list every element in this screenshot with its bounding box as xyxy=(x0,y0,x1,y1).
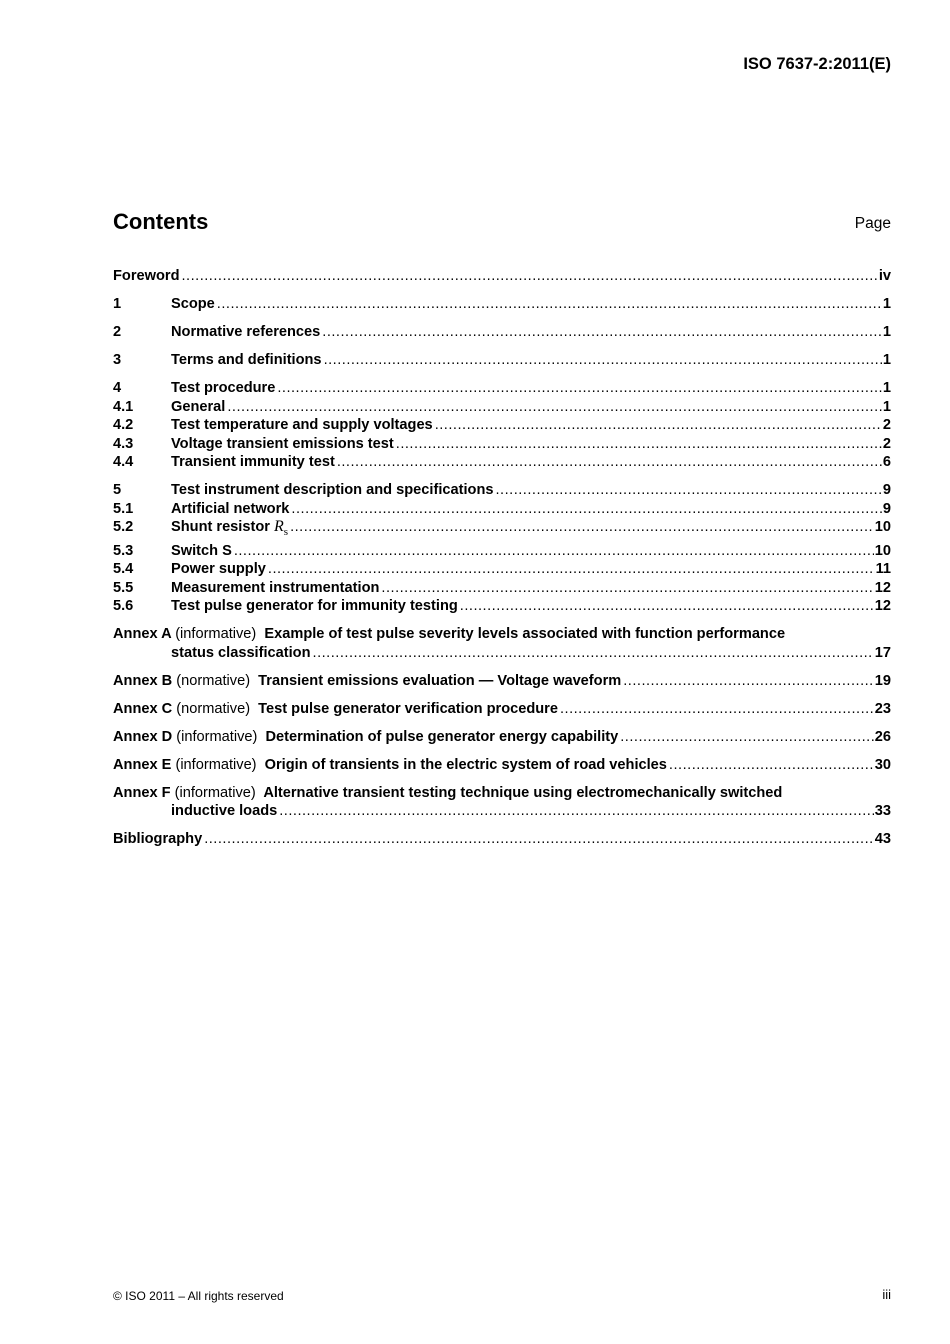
toc-entry-2[interactable] xyxy=(113,323,891,342)
toc-number: 5.6 xyxy=(113,598,134,614)
toc-entry-annex-c[interactable] xyxy=(113,700,891,719)
toc-entry-foreword[interactable] xyxy=(113,267,891,286)
toc-page: 1 xyxy=(882,398,891,415)
toc-entry-annex-a[interactable] xyxy=(113,625,891,662)
toc-number: 4.4 xyxy=(113,454,134,470)
toc-title: Test temperature and supply voltages xyxy=(171,417,433,433)
toc-title: General xyxy=(171,398,226,415)
toc-page: 19 xyxy=(874,672,891,689)
leader-dots xyxy=(495,481,881,500)
toc-page: 11 xyxy=(875,561,891,577)
toc-title: Test instrument description and specifications xyxy=(171,482,494,498)
toc-page: 17 xyxy=(874,644,891,661)
leader-dots xyxy=(234,542,874,561)
annex-type: (informative) xyxy=(175,626,257,642)
annex-title: Alternative transient testing technique using electromechanically switched xyxy=(263,784,783,801)
toc-entry-5[interactable] xyxy=(113,481,891,500)
annex-continuation-line xyxy=(113,802,891,821)
copyright-notice: © ISO 2011 – All rights reserved xyxy=(113,1289,284,1303)
leader-dots xyxy=(268,560,875,579)
leader-dots xyxy=(290,518,874,537)
toc-number: 2 xyxy=(113,324,122,340)
toc-number: 5.4 xyxy=(113,561,134,577)
annex-type: (informative) xyxy=(176,728,258,745)
toc-page: 30 xyxy=(874,756,891,773)
leader-dots xyxy=(337,453,882,472)
toc-page: iv xyxy=(878,268,891,284)
annex-label: Annex B xyxy=(113,672,173,689)
toc-page: 6 xyxy=(882,454,891,470)
page-title: Contents xyxy=(113,209,209,234)
toc-title xyxy=(113,700,558,719)
leader-dots xyxy=(324,351,882,370)
toc-page: 1 xyxy=(882,296,891,312)
leader-dots xyxy=(313,644,874,663)
annex-heading-line xyxy=(113,625,891,644)
toc-entry-5-3[interactable] xyxy=(113,542,891,561)
annex-title: Determination of pulse generator energy capability xyxy=(265,728,619,745)
toc-page: 33 xyxy=(874,803,891,819)
toc-title: Transient immunity test xyxy=(171,454,335,470)
leader-dots xyxy=(669,756,874,775)
annex-type: (informative) xyxy=(175,756,257,773)
toc-entry-4[interactable] xyxy=(113,379,891,398)
toc-entry-4-1[interactable] xyxy=(113,398,891,417)
toc-entry-3[interactable] xyxy=(113,351,891,370)
leader-dots xyxy=(291,500,881,519)
toc-title: Power supply xyxy=(171,561,266,577)
toc-entry-bibliography[interactable] xyxy=(113,830,891,849)
toc-page: 1 xyxy=(882,352,891,368)
toc-entry-annex-f[interactable] xyxy=(113,784,891,821)
toc-number: 4 xyxy=(113,380,122,396)
leader-dots xyxy=(396,435,882,454)
toc-page: 12 xyxy=(874,579,891,596)
document-reference: ISO 7637-2:2011(E) xyxy=(743,55,891,73)
toc-number: 4.3 xyxy=(113,435,134,452)
annex-type: (normative) xyxy=(176,672,251,689)
toc-entry-5-6[interactable] xyxy=(113,597,891,616)
annex-label: Annex C xyxy=(113,700,173,717)
annex-title-cont: inductive loads xyxy=(171,803,278,819)
toc-title: Test procedure xyxy=(171,380,276,396)
toc-page: 10 xyxy=(874,519,891,535)
toc-title xyxy=(113,728,618,747)
toc-page: 1 xyxy=(882,324,891,340)
toc-page: 1 xyxy=(882,380,891,396)
toc-entry-5-4[interactable] xyxy=(113,560,891,579)
leader-dots xyxy=(560,700,874,719)
toc-title: Scope xyxy=(171,296,215,312)
toc-number: 5 xyxy=(113,482,122,498)
toc-page: 26 xyxy=(874,728,891,745)
toc-page: 9 xyxy=(882,482,891,498)
leader-dots xyxy=(435,416,882,435)
table-of-contents xyxy=(113,267,891,849)
leader-dots xyxy=(620,728,874,747)
leader-dots xyxy=(181,267,877,286)
toc-number: 4.2 xyxy=(113,417,134,433)
toc-title xyxy=(171,518,288,542)
annex-label: Annex D xyxy=(113,728,173,745)
leader-dots xyxy=(227,398,882,417)
toc-title: Measurement instrumentation xyxy=(171,579,380,596)
toc-title: Test pulse generator for immunity testing xyxy=(171,598,458,614)
leader-dots xyxy=(623,672,874,691)
toc-number: 5.2 xyxy=(113,519,134,535)
annex-title-cont: status classification xyxy=(171,644,311,661)
page-number: iii xyxy=(882,1287,891,1302)
toc-entry-annex-e[interactable] xyxy=(113,756,891,775)
leader-dots xyxy=(279,802,874,821)
toc-title: Normative references xyxy=(171,324,321,340)
resistor-symbol: R xyxy=(274,518,284,535)
annex-continuation-line xyxy=(113,644,891,663)
toc-entry-annex-d[interactable] xyxy=(113,728,891,747)
toc-number: 4.1 xyxy=(113,398,134,415)
toc-title: Foreword xyxy=(113,268,180,284)
annex-title: Origin of transients in the electric system of road vehicles xyxy=(264,756,667,773)
toc-title: Voltage transient emissions test xyxy=(171,435,394,452)
annex-label: Annex F xyxy=(113,784,171,801)
leader-dots xyxy=(204,830,874,849)
toc-number: 3 xyxy=(113,352,122,368)
leader-dots xyxy=(381,579,873,598)
toc-page: 2 xyxy=(882,435,891,452)
toc-page: 10 xyxy=(874,542,891,559)
annex-label: Annex A xyxy=(113,626,172,642)
annex-type: (normative) xyxy=(176,700,251,717)
toc-entry-4-2[interactable] xyxy=(113,416,891,435)
annex-title: Example of test pulse severity levels associated with function performance xyxy=(264,626,786,642)
leader-dots xyxy=(217,295,882,314)
toc-number: 1 xyxy=(113,296,122,312)
toc-entry-4-4[interactable] xyxy=(113,453,891,472)
toc-title: Bibliography xyxy=(113,831,203,847)
toc-entry-5-1[interactable] xyxy=(113,500,891,519)
annex-type: (informative) xyxy=(174,784,256,801)
page-column-label: Page xyxy=(854,215,891,232)
toc-title: Artificial network xyxy=(171,500,290,517)
annex-title: Transient emissions evaluation — Voltage waveform xyxy=(258,672,622,689)
leader-dots xyxy=(277,379,882,398)
toc-page: 9 xyxy=(882,500,891,517)
toc-page: 2 xyxy=(882,417,891,433)
toc-entry-4-3[interactable] xyxy=(113,435,891,454)
toc-number: 5.3 xyxy=(113,542,134,559)
toc-title xyxy=(113,756,667,775)
toc-title: Switch S xyxy=(171,542,232,559)
leader-dots xyxy=(460,597,874,616)
toc-page: 43 xyxy=(874,831,891,847)
toc-page: 23 xyxy=(874,700,891,717)
toc-number: 5.5 xyxy=(113,579,134,596)
resistor-subscript: s xyxy=(283,526,289,538)
annex-heading-line xyxy=(113,784,891,803)
toc-entry-5-2[interactable] xyxy=(113,518,891,542)
toc-page: 12 xyxy=(874,598,891,614)
toc-entry-annex-b[interactable] xyxy=(113,672,891,691)
toc-entry-1[interactable] xyxy=(113,295,891,314)
toc-title-text: Shunt resistor xyxy=(171,519,270,535)
leader-dots xyxy=(322,323,882,342)
annex-title: Test pulse generator verification procedure xyxy=(258,700,558,717)
toc-title xyxy=(113,672,621,691)
annex-label: Annex E xyxy=(113,756,172,773)
toc-title: Terms and definitions xyxy=(171,352,322,368)
toc-entry-5-5[interactable] xyxy=(113,579,891,598)
toc-number: 5.1 xyxy=(113,500,134,517)
